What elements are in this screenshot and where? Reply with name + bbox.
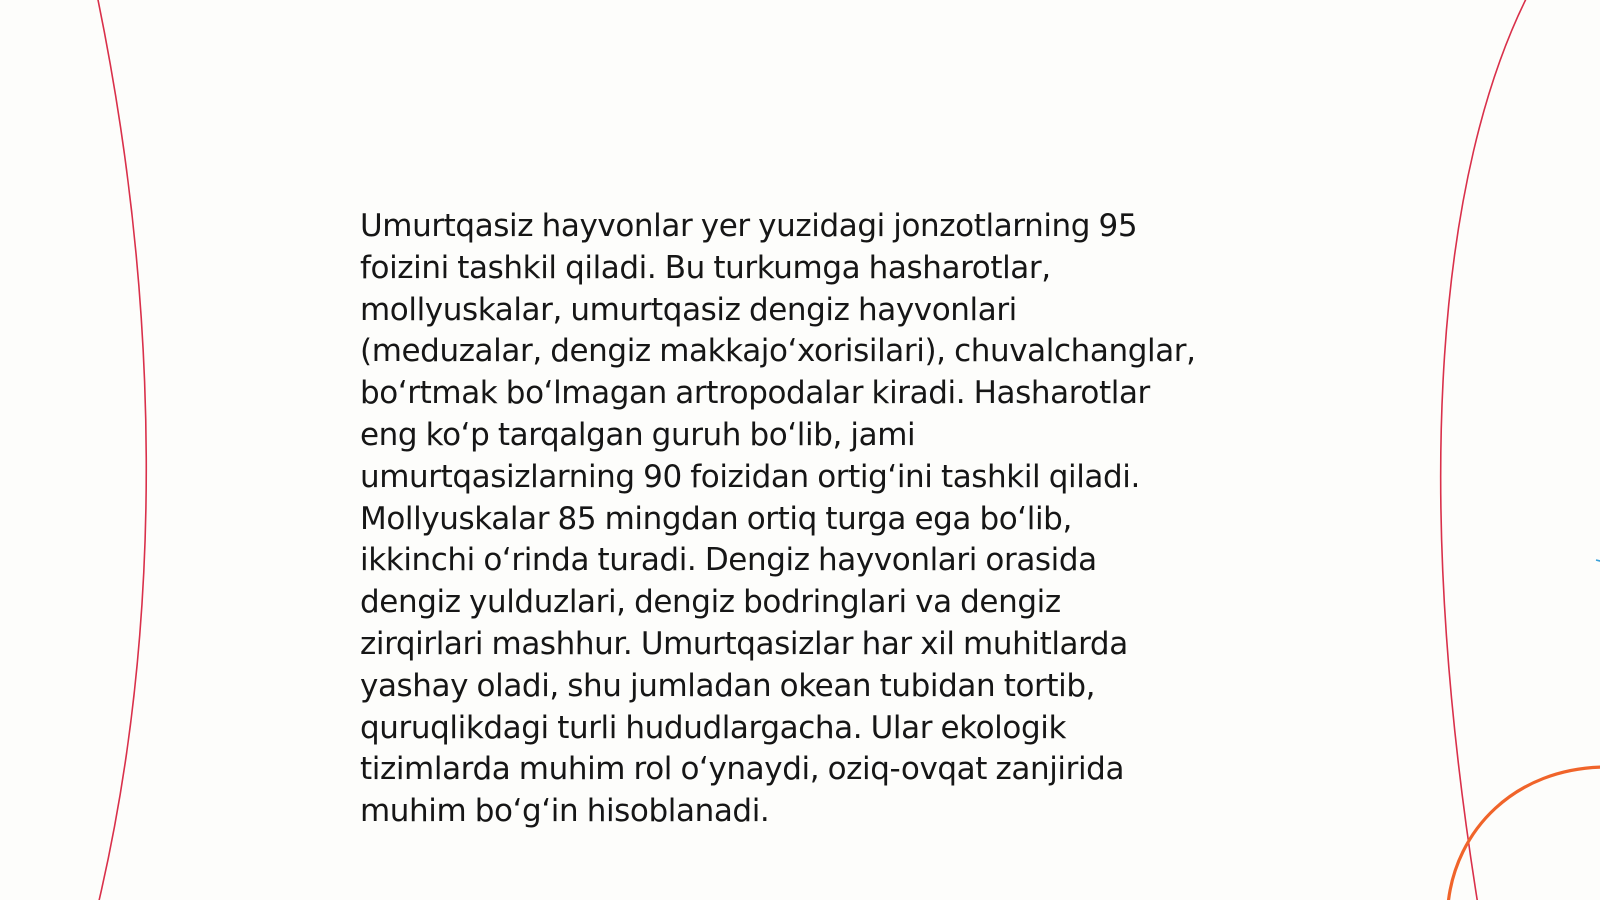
paragraph-line: foizini tashkil qiladi. Bu turkumga hasharotlar,: [360, 249, 1051, 286]
paragraph-line: ikkinchi o‘rinda turadi. Dengiz hayvonlari orasida: [360, 542, 1097, 579]
paragraph-line: mollyuskalar, umurtqasiz dengiz hayvonlari: [360, 291, 1017, 328]
left-red-curve: [97, 0, 146, 900]
paragraph-line: bo‘rtmak bo‘lmagan artropodalar kiradi. Hasharotlar: [360, 375, 1150, 412]
paragraph-line: Umurtqasiz hayvonlar yer yuzidagi jonzotlarning 95: [360, 208, 1138, 244]
paragraph-line: eng ko‘p tarqalgan guruh bo‘lib, jami: [360, 416, 916, 453]
right-red-curve: [1441, 0, 1528, 900]
paragraph-line: tizimlarda muhim rol o‘ynaydi, oziq-ovqat zanjirida: [360, 751, 1125, 788]
paragraph-line: quruqlikdagi turli hududlargacha. Ular ekologik: [360, 709, 1067, 746]
paragraph-line: yashay oladi, shu jumladan okean tubidan tortib,: [360, 667, 1096, 704]
paragraph-line: (meduzalar, dengiz makkajo‘xorisilari), chuvalchanglar,: [360, 333, 1196, 370]
blue-accent-mark: [1596, 560, 1600, 562]
paragraph-line: zirqirlari mashhur. Umurtqasizlar har xil muhitlarda: [360, 625, 1128, 662]
body-paragraph: [360, 206, 1260, 833]
paragraph-line: Mollyuskalar 85 mingdan ortiq turga ega bo‘lib,: [360, 500, 1072, 537]
orange-arc: [1448, 767, 1600, 900]
paragraph-line: dengiz yulduzlari, dengiz bodringlari va dengiz: [360, 584, 1061, 621]
paragraph-line: muhim bo‘g‘in hisoblanadi.: [360, 793, 770, 830]
paragraph-line: umurtqasizlarning 90 foizidan ortig‘ini tashkil qiladi.: [360, 458, 1140, 495]
